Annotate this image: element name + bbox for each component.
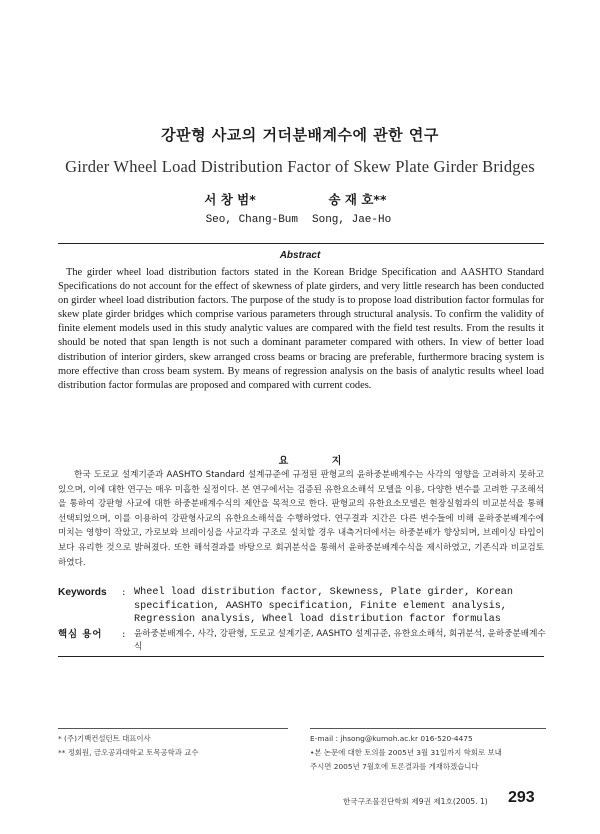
keywords-english-row [58,586,548,627]
abstract-heading: Abstract [279,250,321,261]
keywords-korean: 윤하중분배계수, 사각, 강판형, 도로교 설계기준, AASHTO 설계규준, 유한요소해석, 회귀분석, 윤하중분배계수식 [134,628,546,653]
author-1-korean: 서 창 범* [204,192,256,207]
keywords-english: Wheel load distribution factor, Skewness, Plate girder, Korean specification, AASHTO specification, Finite element analysis, Regression analysis, Wheel load distribution factor formulas [134,587,514,626]
paper-title-korean: 강판형 사교의 거더분배계수에 관한 연구 [161,126,439,144]
author-2-korean: 송 재 호** [328,192,387,207]
paper-title-english: Girder Wheel Load Distribution Factor of Skew Plate Girder Bridges [65,157,535,176]
footnote-rule-right [310,728,546,729]
author-2-english: Song, Jae-Ho [312,214,392,226]
korean-summary-heading: 요 지 [278,456,362,467]
discussion-note-line-2: 주시면 2005년 7월호에 토론결과를 게재하겠습니다 [310,762,479,771]
authors-english [0,214,600,226]
keywords-korean-label: 핵심 용어 [58,628,103,640]
authors-korean [0,190,600,208]
journal-citation: 한국구조물진단학회 제9권 제1호(2005. 1) [343,797,488,806]
keywords-label: Keywords [58,587,107,598]
author-1-english: Seo, Chang-Bum [205,214,298,226]
affiliation-2: ** 정회원, 금오공과대학교 토목공학과 교수 [58,748,199,757]
korean-summary-body: 한국 도로교 설계기준과 AASHTO Standard 설계규준에 규정된 판형교의 윤하중분배계수는 사각의 영향을 고려하지 못하고 있으며, 이에 대한 연구는 매우 미흡한 실정이다. 본 연구에서는 검증된 유한요소해석 모델을 이용, 다양한 변수를 고려한 구조해석을 통하여 강판형 사교에 대한 하중분배계수식의 제안을 목적으로 한다. 판형교의 유한요소모델은 현장실험과의 비교분석을 통해 선택되었으며, 이를 이용하여 강판형사교의 유한요소해석을 수행하였다. 연구결과 지간은 다른 변수들에 비해 윤하중분배계수에 미치는 영향이 작았고, 가로보와 브레이싱을 사교각과 구조로 설치할 경우 내측거더에서는 하중분배가 향상되며, 브레이싱 타입이 보다 유리한 것으로 밝혀졌다. 또한 해석결과를 바탕으로 회귀분석을 통해서 윤하중분배계수식을 제시하였고, 기존식과 비교검토하였다. [58,470,544,568]
affiliation-1: * (주)기백컨설턴트 대표이사 [58,734,151,743]
keywords-korean-row [58,628,548,655]
keywords-bottom-rule [58,656,544,657]
contact-email: E-mail : jhsong@kumoh.ac.kr 016-520-4475 [310,734,473,743]
author-affiliations [58,732,199,760]
abstract-body: The girder wheel load distribution factors stated in the Korean Bridge Specification and AASHTO Standard Specifications do not account for the effect of skewness of plate girders, and very little research has been conducted on girder wheel load distribution factors. The purpose of the study is to propose load distribution factor formulas for skew plate girder bridges which comprise various parameters through structural analysis. To confirm the validity of finite element models used in this study analytic values are compared with the field test results. From the results it should be noted that span length is not such a dominant parameter compared with others. In view of better load distribution of interior girders, skew arranged cross beams or bracing are preferable, furthermore bracing system is more effective than cross beam system. By means of regression analysis on the basis of analytic results wheel load distribution factor formulas are proposed and compared with current codes. [58,267,544,391]
abstract-top-rule [58,243,544,244]
keywords-korean-colon: : [122,628,126,640]
footnote-rule-left [58,728,288,729]
keywords-colon: : [122,587,126,598]
contact-and-discussion-note [310,732,502,774]
keywords-block [58,586,548,656]
discussion-note-line-1: •본 논문에 대한 토의를 2005년 3월 31일까지 학회로 보내 [310,748,502,757]
page-number: 293 [508,789,535,806]
